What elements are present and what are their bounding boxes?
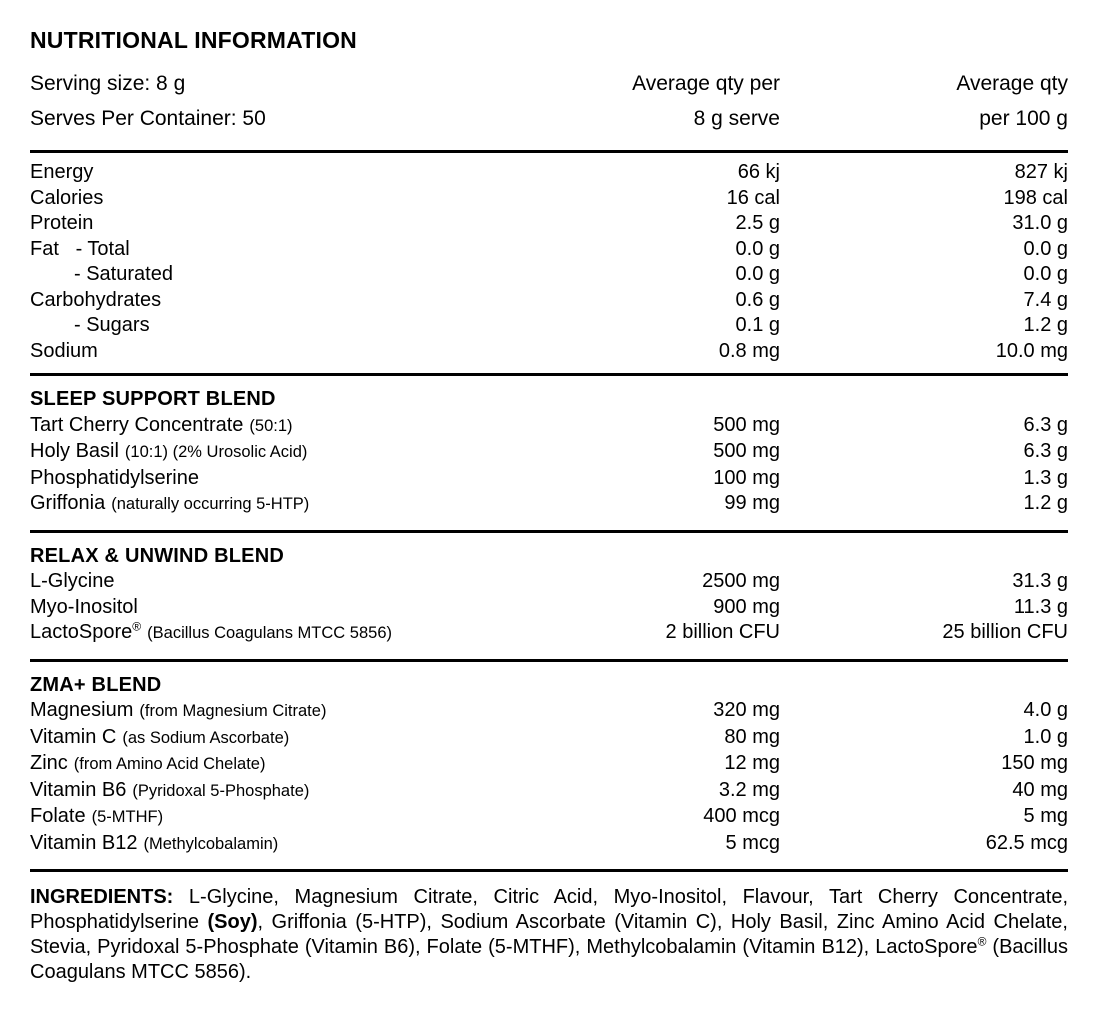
nutrient-name: Zinc <box>30 752 68 774</box>
row-per-100g-value: 4.0 g <box>1023 699 1068 721</box>
row-label <box>30 160 560 186</box>
row-per-serve-value: 0.1 g <box>735 314 780 336</box>
table-row <box>30 491 1068 518</box>
row-per-100g-value: 150 mg <box>1001 752 1068 774</box>
row-per-serve-value: 12 mg <box>724 752 780 774</box>
serving-size-text: Serving size: 8 g <box>30 72 186 95</box>
table-section <box>30 662 1068 870</box>
row-label <box>30 466 560 492</box>
section-heading: SLEEP SUPPORT BLEND <box>30 388 276 410</box>
row-label <box>30 288 560 314</box>
table-row <box>30 439 1068 466</box>
row-per-100g-value: 31.0 g <box>1012 212 1068 234</box>
table-row <box>30 620 1068 647</box>
ingredients-soy-bold: (Soy) <box>207 911 258 933</box>
registered-mark: ® <box>132 619 142 634</box>
table-row <box>30 413 1068 440</box>
nutrient-note: (as Sodium Ascorbate) <box>122 728 290 747</box>
row-per-100g-value: 7.4 g <box>1023 288 1068 311</box>
table-row <box>30 466 1068 492</box>
row-label <box>30 339 560 365</box>
nutrient-note: (Bacillus Coagulans MTCC 5856) <box>147 624 392 642</box>
row-label <box>30 831 560 858</box>
per-100g-line1: Average qty <box>956 72 1068 95</box>
divider <box>30 869 1068 872</box>
section-heading: ZMA+ BLEND <box>30 673 162 696</box>
nutrient-name: L-Glycine <box>30 570 115 592</box>
row-per-100g-value: 40 mg <box>1012 778 1068 801</box>
section-rows <box>30 413 1068 518</box>
column-header-per-100g <box>780 66 1068 136</box>
row-per-serve-value: 100 mg <box>713 466 780 489</box>
nutrient-name: Folate <box>30 805 86 827</box>
row-per-100g-value: 198 cal <box>1003 186 1068 209</box>
row-label <box>30 211 560 237</box>
row-per-serve-value: 2.5 g <box>735 212 780 234</box>
row-per-serve-value: 400 mcg <box>703 805 780 827</box>
per-100g-line2: per 100 g <box>979 107 1068 130</box>
row-label <box>30 698 560 725</box>
row-label <box>30 778 560 805</box>
row-per-100g-value: 0.0 g <box>1023 263 1068 285</box>
table-row <box>30 313 1068 339</box>
ingredients-text-1: L-Glycine, Magnesium Citrate, Citric Acid, Myo-Inositol, Flavour, Tart Cherry Concentrate, Phosphatidylserine <box>30 886 1068 933</box>
nutrient-name: Myo-Inositol <box>30 595 138 618</box>
row-label <box>30 313 560 339</box>
table-row <box>30 725 1068 752</box>
row-label <box>30 186 560 212</box>
row-per-serve-value: 0.0 g <box>735 237 780 260</box>
nutrient-name: Sodium <box>30 339 98 362</box>
row-label <box>30 439 560 466</box>
row-per-serve-value: 2500 mg <box>702 570 780 592</box>
row-per-serve-value: 320 mg <box>713 699 780 721</box>
row-per-100g-value: 62.5 mcg <box>985 831 1068 854</box>
row-per-serve-value: 0.8 mg <box>718 339 780 362</box>
table-section <box>30 533 1068 659</box>
row-per-serve-value: 2 billion CFU <box>665 621 780 643</box>
ingredients-text-2: , Griffonia (5-HTP), Sodium Ascorbate (Vitamin C), Holy Basil, Zinc Amino Acid Chelate, Stevia, Pyridoxal 5-Phosphate (Vitamin B6), Folate (5-MTHF), Methylcobalamin (Vitamin B12), LactoSpore <box>30 911 1068 958</box>
nutrient-note: (Methylcobalamin) <box>143 834 279 853</box>
table-row <box>30 751 1068 778</box>
row-per-100g-value: 1.2 g <box>1023 492 1068 514</box>
row-label <box>30 620 560 647</box>
nutrient-note: (from Magnesium Citrate) <box>139 702 327 720</box>
table-header <box>30 66 1068 136</box>
table-section <box>30 376 1068 530</box>
nutrient-name: Vitamin B12 <box>30 831 138 854</box>
row-per-serve-value: 5 mcg <box>725 831 780 854</box>
nutrient-name: Calories <box>30 186 104 209</box>
row-per-100g-value: 1.0 g <box>1023 725 1068 748</box>
row-per-100g-value: 5 mg <box>1023 805 1068 827</box>
row-per-serve-value: 500 mg <box>713 440 780 462</box>
column-header-per-serve <box>560 66 780 136</box>
row-per-100g-value: 1.2 g <box>1023 314 1068 336</box>
row-per-100g-value: 6.3 g <box>1023 440 1068 462</box>
row-per-serve-value: 900 mg <box>713 595 780 618</box>
table-row <box>30 569 1068 595</box>
registered-mark: ® <box>977 934 987 949</box>
row-per-100g-value: 25 billion CFU <box>942 621 1068 643</box>
row-label <box>30 804 560 831</box>
serving-info <box>30 66 560 136</box>
row-per-serve-value: 500 mg <box>713 413 780 436</box>
nutrient-note: (5-MTHF) <box>91 808 164 826</box>
row-per-100g-value: 11.3 g <box>1013 595 1068 618</box>
table-row <box>30 595 1068 621</box>
row-label <box>30 595 560 621</box>
table-section <box>30 153 1068 373</box>
row-per-serve-value: 0.0 g <box>735 263 780 285</box>
nutrient-name: Carbohydrates <box>30 288 162 311</box>
row-per-serve-value: 80 mg <box>724 725 780 748</box>
table-row <box>30 778 1068 805</box>
table-row <box>30 160 1068 186</box>
row-label <box>30 237 560 263</box>
section-heading: RELAX & UNWIND BLEND <box>30 544 284 567</box>
row-label <box>30 491 560 518</box>
per-serve-line2: 8 g serve <box>693 107 780 130</box>
table-row <box>30 186 1068 212</box>
page-title: NUTRITIONAL INFORMATION <box>30 27 357 53</box>
row-per-100g-value: 827 kj <box>1014 161 1068 183</box>
table-row <box>30 804 1068 831</box>
nutrient-name: Protein <box>30 212 94 234</box>
serves-per-container-text: Serves Per Container: 50 <box>30 107 266 130</box>
nutrient-name: Fat - Total <box>30 237 130 260</box>
row-per-serve-value: 99 mg <box>724 492 780 514</box>
nutrient-name: Griffonia <box>30 492 106 514</box>
row-label <box>30 725 560 752</box>
table-row <box>30 339 1068 365</box>
section-rows <box>30 569 1068 647</box>
table-row <box>30 288 1068 314</box>
row-per-100g-value: 1.3 g <box>1023 466 1068 489</box>
nutrient-name: LactoSpore® <box>30 619 142 643</box>
ingredients-paragraph <box>30 885 1068 985</box>
nutrient-name: Energy <box>30 161 94 183</box>
nutrient-name: Magnesium <box>30 699 134 721</box>
row-label <box>30 413 560 440</box>
table-row <box>30 211 1068 237</box>
table-row <box>30 237 1068 263</box>
nutrient-name: Phosphatidylserine <box>30 466 199 489</box>
table-row <box>30 831 1068 858</box>
nutrient-note: (50:1) <box>249 416 293 435</box>
section-rows <box>30 160 1068 364</box>
table-sections <box>30 153 1068 872</box>
nutrient-note: (naturally occurring 5-HTP) <box>111 495 310 513</box>
table-row <box>30 262 1068 288</box>
row-per-serve-value: 16 cal <box>726 186 780 209</box>
row-label <box>30 751 560 778</box>
ingredients-text-3: (Bacillus Coagulans MTCC 5856). <box>30 936 1068 983</box>
nutrient-name: Vitamin B6 <box>30 778 127 801</box>
row-per-100g-value: 6.3 g <box>1023 413 1068 436</box>
section-rows <box>30 698 1068 857</box>
ingredients-label: INGREDIENTS: <box>30 886 174 908</box>
row-per-serve-value: 0.6 g <box>735 288 780 311</box>
nutrient-name: Holy Basil <box>30 440 119 462</box>
row-per-serve-value: 66 kj <box>737 161 780 183</box>
table-row <box>30 698 1068 725</box>
row-per-serve-value: 3.2 mg <box>718 778 780 801</box>
nutrient-name: Vitamin C <box>30 725 117 748</box>
nutrient-name: - Saturated <box>74 263 173 285</box>
row-per-100g-value: 31.3 g <box>1012 570 1068 592</box>
row-per-100g-value: 10.0 mg <box>995 339 1068 362</box>
nutrient-name: Tart Cherry Concentrate <box>30 413 244 436</box>
nutrient-note: (from Amino Acid Chelate) <box>73 755 266 773</box>
row-per-100g-value: 0.0 g <box>1023 237 1068 260</box>
row-label <box>30 569 560 595</box>
nutrient-note: (10:1) (2% Urosolic Acid) <box>124 443 308 461</box>
row-label <box>30 262 560 288</box>
nutrient-name: - Sugars <box>74 314 150 336</box>
nutrient-note: (Pyridoxal 5-Phosphate) <box>132 781 310 800</box>
per-serve-line1: Average qty per <box>632 72 780 95</box>
